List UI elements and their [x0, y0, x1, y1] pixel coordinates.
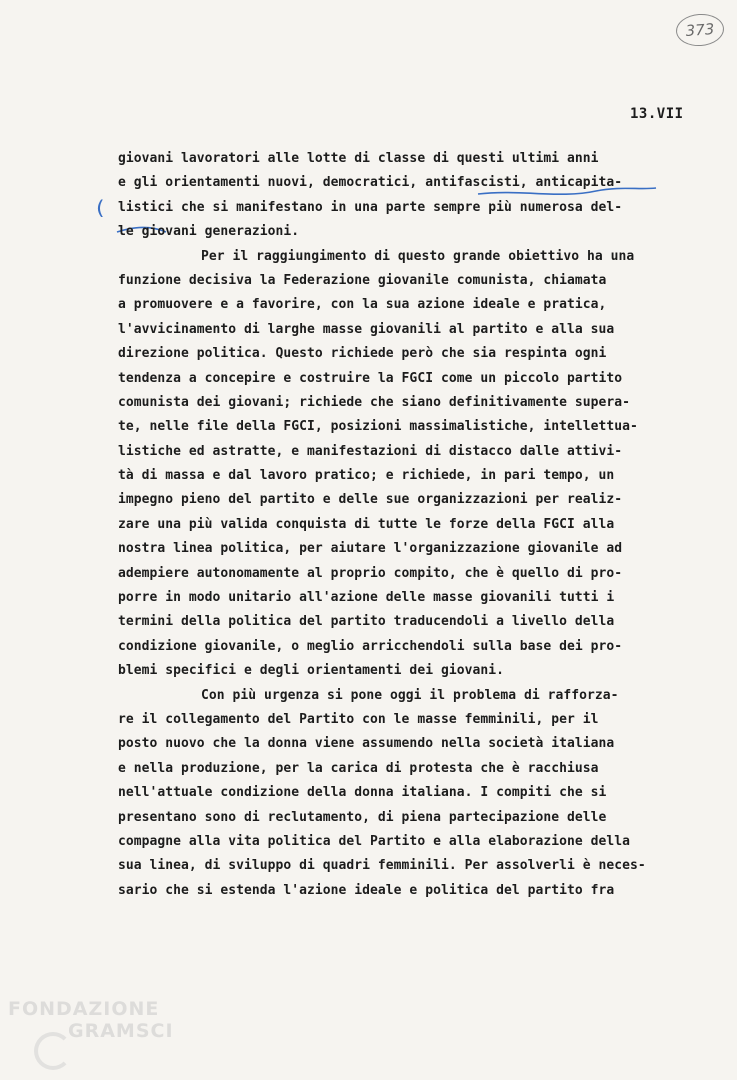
text-line: e nella produzione, per la carica di protesta che è racchiusa	[118, 760, 599, 776]
text-line: blemi specifici e degli orientamenti dei giovani.	[118, 663, 504, 679]
text-line: condizione giovanile, o meglio arricchendoli sulla base dei pro-	[118, 638, 623, 654]
text-line: l'avvicinamento di larghe masse giovanili al partito e alla sua	[118, 321, 615, 337]
text-line: compagne alla vita politica del Partito e alla elaborazione della	[118, 833, 630, 849]
text-line: impegno pieno del partito e delle sue organizzazioni per realiz-	[118, 492, 623, 508]
page-reference: 13.VII	[630, 106, 684, 122]
text-line: sario che si estenda l'azione ideale e politica del partito fra	[118, 882, 615, 898]
text-line: nell'attuale condizione della donna italiana. I compiti che si	[118, 785, 607, 801]
archive-page-stamp: 373	[675, 12, 725, 47]
text-line: le giovani generazioni.	[118, 224, 300, 240]
text-line: posto nuovo che la donna viene assumendo nella società italiana	[118, 736, 615, 752]
text-line: tà di massa e dal lavoro pratico; e richiede, in pari tempo, un	[118, 468, 615, 484]
text-line: sua linea, di sviluppo di quadri femminili. Per assolverli è neces-	[118, 858, 646, 874]
text-line: listici che si manifestano in una parte sempre più numerosa del-	[118, 199, 623, 215]
text-line: Per il raggiungimento di questo grande obiettivo ha una	[201, 248, 635, 264]
text-line: termini della politica del partito traducendoli a livello della	[118, 614, 615, 630]
text-line: presentano sono di reclutamento, di piena partecipazione delle	[118, 809, 607, 825]
text-line: porre in modo unitario all'azione delle masse giovanili tutti i	[118, 590, 615, 606]
watermark-g-icon	[34, 1032, 72, 1070]
watermark-line: GRAMSCI	[68, 1020, 174, 1042]
text-line: giovani lavoratori alle lotte di classe di questi ultimi anni	[118, 151, 599, 166]
margin-bracket-mark: (	[96, 197, 105, 220]
text-line: direzione politica. Questo richiede però che sia respinta ogni	[118, 346, 607, 362]
text-line: zare una più valida conquista di tutte le forze della FGCI alla	[118, 516, 615, 532]
text-line: te, nelle file della FGCI, posizioni massimalistiche, intellettua-	[118, 419, 638, 435]
text-line: comunista dei giovani; richiede che siano definitivamente supera-	[118, 394, 630, 410]
text-line: adempiere autonomamente al proprio compito, che è quello di pro-	[118, 565, 623, 581]
watermark-line: FONDAZIONE	[8, 998, 160, 1020]
text-line: Con più urgenza si pone oggi il problema di rafforza-	[201, 687, 619, 703]
text-line: tendenza a concepire e costruire la FGCI come un piccolo partito	[118, 370, 623, 386]
text-line: re il collegamento del Partito con le masse femminili, per il	[118, 711, 599, 727]
watermark-logo	[8, 998, 174, 1042]
text-line: a promuovere e a favorire, con la sua azione ideale e pratica,	[118, 297, 607, 313]
text-line: e gli orientamenti nuovi, democratici, antifascisti, anticapita-	[118, 175, 623, 191]
text-line: listiche ed astratte, e manifestazioni di distacco dalle attivi-	[118, 443, 623, 459]
body-text	[118, 147, 718, 903]
text-line: funzione decisiva la Federazione giovanile comunista, chiamata	[118, 272, 607, 288]
text-line: nostra linea politica, per aiutare l'organizzazione giovanile ad	[118, 541, 623, 557]
